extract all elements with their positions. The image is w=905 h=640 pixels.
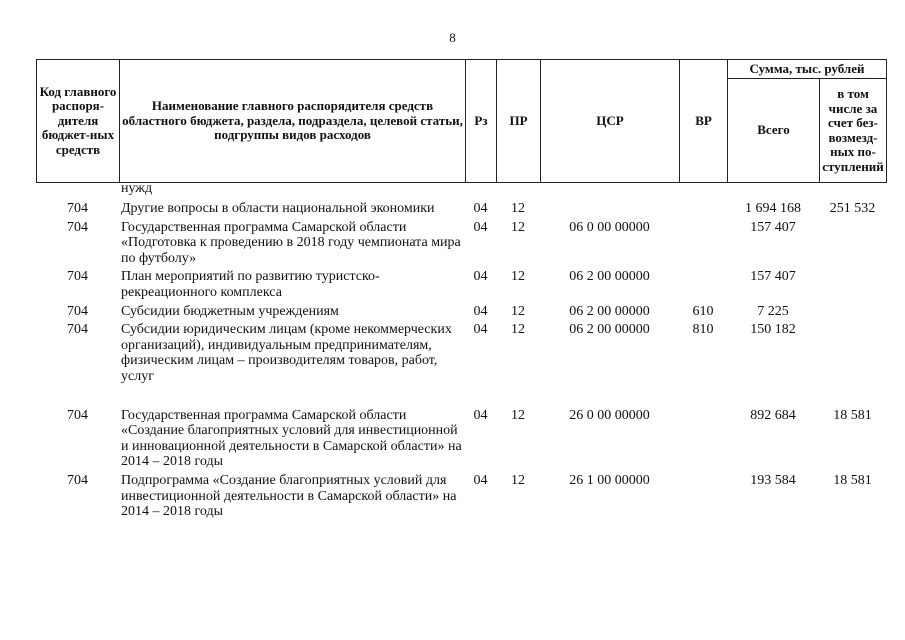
row-vr	[679, 470, 727, 520]
continuation-row	[36, 183, 886, 198]
row-name: Подпрограмма «Создание благоприятных условий для инвестиционной деятельности в Самарской области» на 2014 – 2018 годы	[121, 472, 457, 520]
row-name: Государственная программа Самарской области «Создание благоприятных условий для инвестиционной и инновационной деятельности в Самарской области» на 2014 – 2018 годы	[121, 407, 462, 470]
row-code: 704	[67, 219, 88, 235]
table-row	[36, 217, 886, 267]
row-csr	[540, 198, 679, 217]
row-name: Государственная программа Самарской области «Подготовка к проведению в 2018 году чемпионата мира по футболу»	[121, 219, 461, 266]
header-vr: ВР	[680, 60, 728, 183]
row-vr	[679, 198, 727, 217]
row-total: 157 407	[750, 219, 796, 235]
row-rz: 04	[473, 407, 488, 423]
header-csr: ЦСР	[541, 60, 680, 183]
table-row	[36, 470, 886, 520]
row-code: 704	[67, 322, 88, 338]
table-row	[36, 319, 886, 384]
continuation-text: нужд	[121, 181, 153, 196]
header-rz: Рз	[466, 60, 497, 183]
row-csr: 06 2 00 00000	[569, 322, 650, 338]
row-total: 1 694 168	[745, 201, 801, 216]
page-number: 8	[449, 30, 456, 45]
row-name: Субсидии юридическим лицам (кроме некоммерческих организаций), индивидуальным предпринимателям, физическим лицам – производителям товаров, работ, услуг	[121, 322, 452, 384]
row-grants	[819, 217, 886, 267]
row-csr: 06 2 00 00000	[569, 303, 650, 319]
row-csr: 26 1 00 00000	[569, 472, 650, 488]
row-code: 704	[67, 407, 88, 423]
row-grants: 251 532	[829, 201, 876, 216]
row-pr: 12	[511, 322, 525, 338]
row-total: 7 225	[757, 303, 789, 319]
row-vr	[679, 405, 727, 470]
table-row	[36, 198, 886, 217]
table-row	[36, 266, 886, 300]
row-name: План мероприятий по развитию туристско-рекреационного комплекса	[121, 269, 380, 300]
row-code: 704	[67, 201, 88, 216]
row-grants	[819, 319, 886, 384]
row-total: 892 684	[750, 407, 796, 423]
table-row	[36, 405, 886, 470]
header-code: Код главного распоря-дителя бюджет-ных средств	[37, 60, 120, 183]
row-total: 157 407	[750, 269, 796, 285]
row-name: Субсидии бюджетным учреждениям	[121, 303, 339, 319]
row-grants: 18 581	[833, 472, 872, 488]
row-rz: 04	[473, 303, 488, 319]
row-vr: 610	[692, 303, 714, 319]
header-pr: ПР	[497, 60, 541, 183]
row-vr	[679, 217, 727, 267]
row-grants: 18 581	[833, 407, 872, 423]
table-header	[36, 59, 886, 183]
row-grants	[819, 266, 886, 300]
table-row	[36, 301, 886, 320]
row-csr: 06 0 00 00000	[569, 219, 650, 235]
header-grants: в том числе за счет без-возмезд-ных по-ступлений	[820, 79, 887, 183]
row-grants	[819, 301, 886, 320]
row-rz: 04	[473, 269, 488, 285]
header-total: Всего	[728, 79, 820, 183]
row-csr: 06 2 00 00000	[569, 269, 650, 285]
row-rz: 04	[473, 322, 488, 338]
row-pr: 12	[511, 303, 525, 319]
row-pr: 12	[511, 407, 525, 423]
row-pr: 12	[511, 472, 525, 488]
row-total: 150 182	[750, 322, 796, 338]
row-pr: 12	[511, 219, 525, 235]
row-rz: 04	[473, 201, 488, 216]
row-code: 704	[67, 472, 88, 488]
row-vr: 810	[692, 322, 714, 338]
row-code: 704	[67, 269, 88, 285]
row-pr: 12	[511, 269, 525, 285]
row-rz: 04	[473, 219, 488, 235]
row-vr	[679, 266, 727, 300]
row-total: 193 584	[750, 472, 796, 488]
row-code: 704	[67, 303, 88, 319]
header-name: Наименование главного распорядителя средств областного бюджета, раздела, подраздела, целевой статьи, подгруппы видов расходов	[120, 60, 466, 183]
row-pr: 12	[511, 201, 525, 216]
row-rz: 04	[473, 472, 488, 488]
table-body	[36, 183, 886, 520]
spacer-row	[36, 385, 886, 405]
row-name: Другие вопросы в области национальной экономики	[121, 201, 435, 216]
header-sum: Сумма, тыс. рублей	[728, 60, 887, 79]
row-csr: 26 0 00 00000	[569, 407, 650, 423]
